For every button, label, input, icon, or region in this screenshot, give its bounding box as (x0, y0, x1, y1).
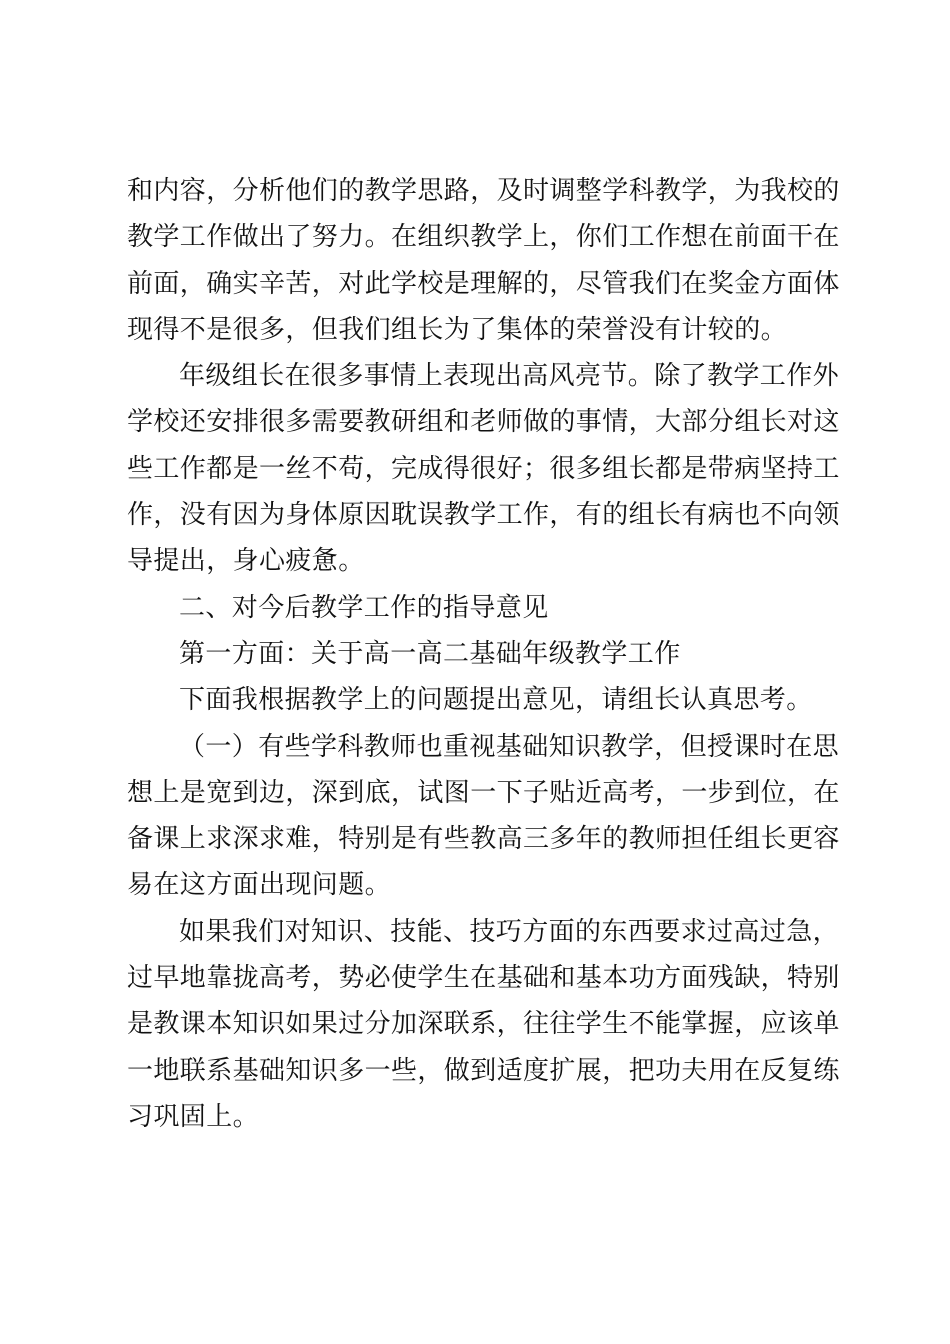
text-line: 现得不是很多，但我们组长为了集体的荣誉没有计较的。 (127, 314, 788, 345)
text-line: 习巩固上。 (127, 1101, 260, 1132)
text-line: 下面我根据教学上的问题提出意见，请组长认真思考。 (179, 685, 813, 716)
text-line: 学校还安排很多需要教研组和老师做的事情，大部分组长对这 (127, 407, 840, 438)
text-line: 年级组长在很多事情上表现出高风亮节。除了教学工作外 (179, 361, 840, 392)
document-body (127, 168, 840, 1140)
text-line: 导提出，身心疲惫。 (127, 546, 365, 577)
text-line: （一）有些学科教师也重视基础知识教学，但授课时在思 (179, 731, 840, 762)
text-line: 备课上求深求难，特别是有些教高三多年的教师担任组长更容 (127, 824, 840, 855)
text-line: 作，没有因为身体原因耽误教学工作，有的组长有病也不向领 (127, 500, 840, 531)
text-line: 和内容，分析他们的教学思路，及时调整学科教学，为我校的 (127, 176, 840, 206)
section-heading: 二、对今后教学工作的指导意见 (179, 592, 549, 623)
text-line: 如果我们对知识、技能、技巧方面的东西要求过高过急， (179, 916, 840, 947)
text-line: 些工作都是一丝不苟，完成得很好；很多组长都是带病坚持工 (127, 453, 840, 484)
text-line: 一地联系基础知识多一些，做到适度扩展，把功夫用在反复练 (127, 1055, 840, 1086)
text-line: 想上是宽到边，深到底，试图一下子贴近高考，一步到位，在 (127, 777, 840, 808)
text-line: 是教课本知识如果过分加深联系，往往学生不能掌握，应该单 (127, 1009, 840, 1040)
subsection-heading: 第一方面：关于高一高二基础年级教学工作 (179, 638, 681, 669)
text-line: 前面，确实辛苦，对此学校是理解的，尽管我们在奖金方面体 (127, 268, 840, 299)
text-line: 过早地靠拢高考，势必使学生在基础和基本功方面残缺，特别 (127, 963, 840, 994)
text-line: 教学工作做出了努力。在组织教学上，你们工作想在前面干在 (127, 222, 840, 253)
text-line: 易在这方面出现问题。 (127, 870, 392, 901)
